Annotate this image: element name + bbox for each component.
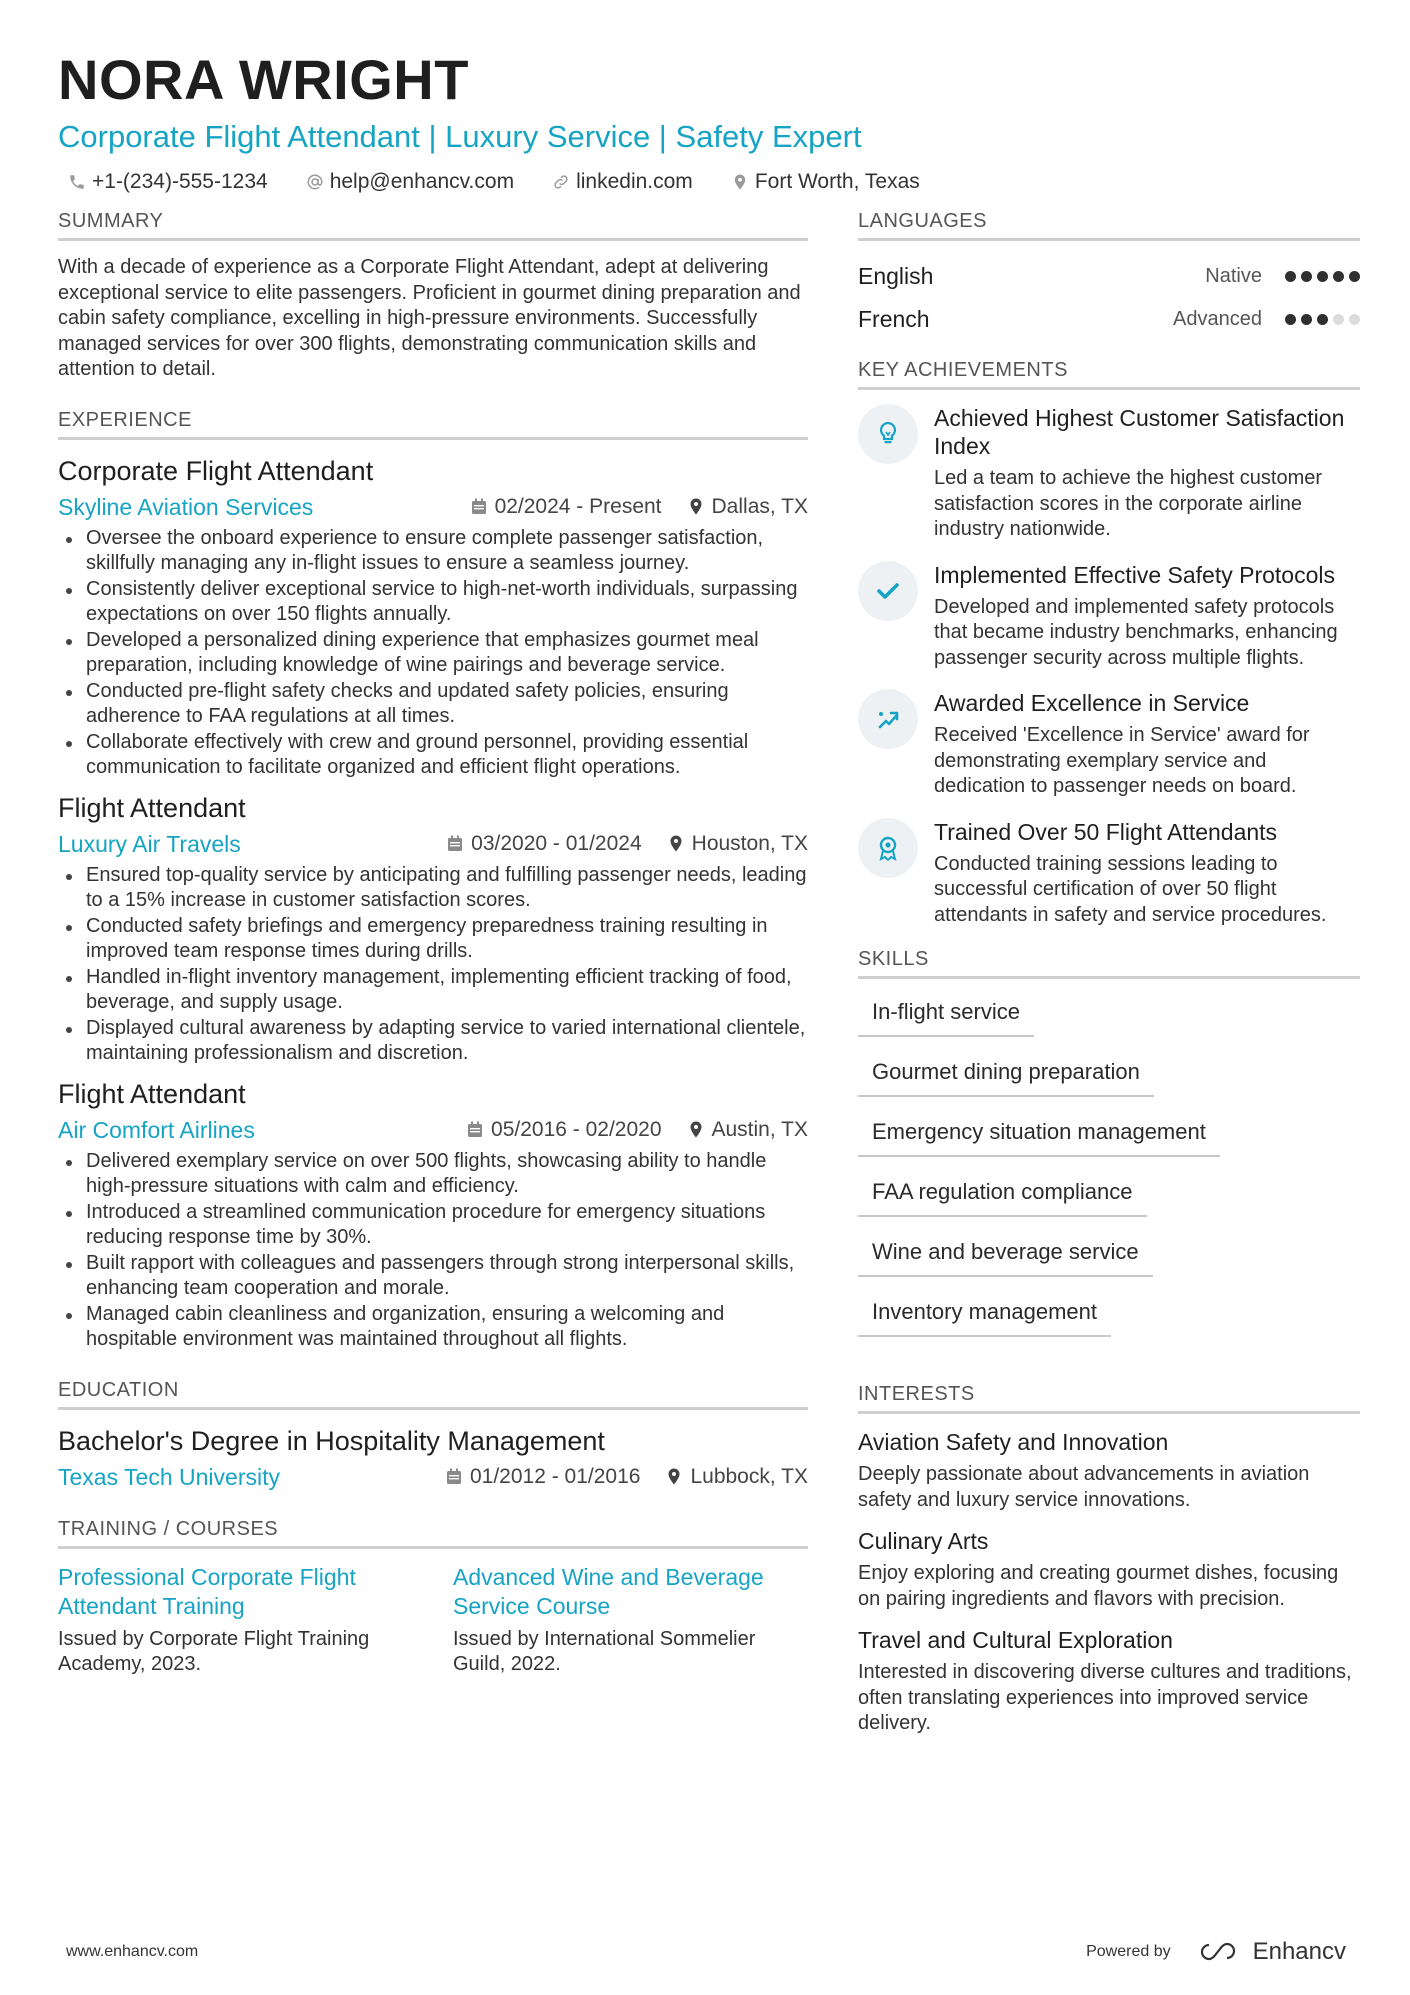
enhancv-logo-icon [1197, 1941, 1243, 1963]
experience-section [58, 409, 808, 1353]
interest-desc: Enjoy exploring and creating gourmet dishes, focusing on pairing ingredients and flavors with precision. [858, 1562, 1339, 1610]
phone-text: +1-(234)-555-1234 [92, 170, 268, 193]
contact-email[interactable] [306, 170, 514, 194]
achievement-title: Achieved Highest Customer Satisfaction Index [934, 405, 1345, 459]
course-item [453, 1563, 808, 1678]
job-dates [467, 1118, 661, 1142]
enhancv-logo[interactable] [1197, 1938, 1346, 1966]
course-desc: Issued by Corporate Flight Training Academy, 2023. [58, 1627, 370, 1675]
interest-desc: Interested in discovering diverse cultures and traditions, often translating experiences into improved service delivery. [858, 1661, 1352, 1734]
at-sign-icon [306, 173, 324, 191]
job-bullet: Displayed cultural awareness by adapting service to varied international clientele, maintaining professionalism and discretion. [58, 1016, 808, 1067]
location-text: Fort Worth, Texas [754, 170, 920, 193]
company-name: Air Comfort Airlines [58, 1116, 255, 1143]
section-title-achievements: KEY ACHIEVEMENTS [858, 359, 1360, 390]
contact-bar [58, 170, 1358, 194]
course-item [58, 1563, 413, 1678]
achievement-title: Implemented Effective Safety Protocols [934, 561, 1335, 588]
job-bullet: Collaborate effectively with crew and ground personnel, providing essential communication to facilitate organized and efficient flight operations. [58, 730, 808, 781]
job-bullet: Handled in-flight inventory management, implementing efficient tracking of food, beverage, and supply usage. [58, 965, 808, 1016]
proficiency-dot-empty [1349, 314, 1360, 325]
interest-title: Culinary Arts [858, 1528, 989, 1554]
section-title-skills: SKILLS [858, 948, 1360, 979]
education-dates-text: 01/2012 - 01/2016 [469, 1464, 641, 1488]
left-column [58, 210, 808, 1704]
job-bullets [58, 526, 808, 781]
education-section [58, 1379, 808, 1492]
resume-header [58, 48, 1358, 194]
proficiency-dot-filled [1349, 271, 1360, 282]
language-level: Advanced [1173, 308, 1262, 330]
calendar-icon [447, 835, 463, 852]
job-meta-right [441, 1118, 808, 1142]
course-list [58, 1563, 808, 1678]
language-proficiency [1205, 265, 1360, 288]
footer-branding [1086, 1938, 1346, 1966]
job-dates-text: 05/2016 - 02/2020 [491, 1117, 662, 1141]
section-title-interests: INTERESTS [858, 1383, 1360, 1414]
candidate-headline: Corporate Flight Attendant | Luxury Service | Safety Expert [58, 119, 862, 154]
job-meta-right [445, 495, 808, 519]
education-meta [58, 1462, 808, 1492]
achievements-section [858, 359, 1360, 928]
interest-desc: Deeply passionate about advancements in aviation safety and luxury service innovations. [858, 1463, 1310, 1511]
achievement-desc: Received 'Excellence in Service' award for demonstrating exemplary service and dedication to passenger needs on board. [934, 724, 1310, 797]
job-bullet: Oversee the onboard experience to ensure complete passenger satisfaction, skillfully managing any in-flight issues to ensure a seamless journey. [58, 526, 808, 577]
proficiency-dot-filled [1333, 271, 1344, 282]
job-entry [58, 791, 808, 1067]
summary-section [58, 210, 808, 383]
job-location [668, 832, 808, 856]
education-location-text: Lubbock, TX [690, 1464, 808, 1488]
skill-tag: Emergency situation management [858, 1113, 1220, 1157]
section-title-experience: EXPERIENCE [58, 409, 808, 440]
skill-tag: Wine and beverage service [858, 1233, 1153, 1277]
section-title-summary: SUMMARY [58, 210, 808, 241]
job-bullet: Conducted safety briefings and emergency preparedness training resulting in improved team response times during drills. [58, 914, 808, 965]
interest-item [858, 1527, 1360, 1612]
calendar-icon [471, 498, 487, 515]
languages-section [858, 210, 1360, 341]
growth-arrow-icon [858, 689, 918, 749]
job-location [688, 1118, 809, 1142]
job-entry [58, 454, 808, 781]
achievement-title: Awarded Excellence in Service [934, 690, 1250, 716]
proficiency-dot-filled [1317, 314, 1328, 325]
location-pin-icon [688, 1121, 704, 1138]
achievement-item [858, 561, 1360, 672]
company-name: Luxury Air Travels [58, 830, 241, 857]
interest-item [858, 1626, 1360, 1737]
interest-item [858, 1428, 1360, 1513]
job-bullet: Conducted pre-flight safety checks and updated safety policies, ensuring adherence to FAA regulations at all times. [58, 679, 808, 730]
job-meta-right [421, 832, 808, 856]
job-bullets [58, 863, 808, 1067]
job-bullet: Ensured top-quality service by anticipating and fulfilling passenger needs, leading to a 15% increase in customer satisfaction scores. [58, 863, 808, 914]
job-title: Corporate Flight Attendant [58, 455, 374, 486]
link-icon [552, 173, 570, 191]
interests-section [858, 1383, 1360, 1737]
candidate-name: NORA WRIGHT [58, 48, 469, 111]
education-meta-right [420, 1465, 808, 1489]
skill-list [858, 993, 1360, 1353]
achievement-body [934, 818, 1360, 929]
education-location [666, 1465, 808, 1489]
contact-phone[interactable] [68, 170, 268, 194]
skill-tag: FAA regulation compliance [858, 1173, 1147, 1217]
proficiency-dot-empty [1333, 314, 1344, 325]
job-location [688, 495, 808, 519]
language-row [858, 298, 1360, 341]
right-column [858, 210, 1360, 1763]
location-pin-icon [668, 835, 684, 852]
page-footer [66, 1938, 1346, 1966]
award-medal-icon [858, 818, 918, 878]
language-level: Native [1205, 265, 1262, 287]
section-title-education: EDUCATION [58, 1379, 808, 1410]
training-section [58, 1518, 808, 1678]
job-location-text: Austin, TX [711, 1117, 808, 1141]
achievement-desc: Led a team to achieve the highest customer satisfaction scores in the corporate airline industry nationwide. [934, 467, 1323, 540]
language-proficiency [1173, 308, 1360, 331]
section-title-languages: LANGUAGES [858, 210, 1360, 241]
proficiency-dot-filled [1285, 271, 1296, 282]
interest-title: Aviation Safety and Innovation [858, 1429, 1169, 1455]
lightbulb-icon [858, 404, 918, 464]
course-desc: Issued by International Sommelier Guild, 2022. [453, 1627, 756, 1675]
school-name: Texas Tech University [58, 1463, 280, 1490]
company-name: Skyline Aviation Services [58, 493, 314, 520]
achievement-body [934, 689, 1360, 800]
proficiency-dot-filled [1285, 314, 1296, 325]
location-pin-icon [731, 173, 749, 191]
job-bullet: Developed a personalized dining experience that emphasizes gourmet meal preparation, including knowledge of wine pairings and beverage service. [58, 628, 808, 679]
achievement-desc: Developed and implemented safety protocols that became industry benchmarks, enhancing passenger security across multiple flights. [934, 595, 1338, 669]
location-pin-icon [666, 1468, 682, 1485]
degree-title: Bachelor's Degree in Hospitality Management [58, 1425, 605, 1456]
skill-tag: Gourmet dining preparation [858, 1053, 1154, 1097]
job-dates-text: 03/2020 - 01/2024 [471, 831, 642, 855]
skill-tag: Inventory management [858, 1293, 1111, 1337]
contact-linkedin[interactable] [552, 170, 693, 194]
proficiency-dots [1280, 271, 1360, 282]
section-title-training: TRAINING / COURSES [58, 1518, 808, 1549]
job-title: Flight Attendant [58, 792, 246, 823]
job-entry [58, 1077, 808, 1353]
calendar-icon [467, 1121, 483, 1138]
enhancv-brand-name: Enhancv [1252, 1938, 1346, 1965]
job-location-text: Houston, TX [691, 831, 808, 855]
job-title: Flight Attendant [58, 1078, 246, 1109]
proficiency-dot-filled [1301, 271, 1312, 282]
email-text: help@enhancv.com [329, 170, 515, 193]
achievement-item [858, 818, 1360, 929]
job-meta [58, 829, 808, 859]
phone-icon [68, 173, 86, 191]
linkedin-text: linkedin.com [576, 170, 693, 193]
skills-section [858, 948, 1360, 1353]
course-title: Professional Corporate Flight Attendant Training [58, 1563, 356, 1619]
summary-text: With a decade of experience as a Corporate Flight Attendant, adept at delivering exceptional service to elite passengers. Proficient in gourmet dining preparation and cabin safety compliance, excelling in high-pressure environments. Successfully managed services for over 300 flights, demonstrating communication skills and attention to detail. [58, 256, 801, 380]
language-name: French [858, 306, 930, 332]
education-dates [446, 1465, 640, 1489]
achievement-desc: Conducted training sessions leading to successful certification of over 50 flight attendants in safety and service procedures. [934, 852, 1327, 926]
achievement-body [934, 404, 1360, 543]
job-bullet: Consistently deliver exceptional service to high-net-worth individuals, surpassing expectations on over 150 flights annually. [58, 577, 808, 628]
achievement-item [858, 689, 1360, 800]
job-bullets [58, 1149, 808, 1353]
proficiency-dots [1280, 314, 1360, 325]
job-dates-text: 02/2024 - Present [494, 494, 662, 518]
proficiency-dot-filled [1301, 314, 1312, 325]
job-meta [58, 1115, 808, 1145]
powered-by-label: Powered by [1086, 1943, 1171, 1960]
footer-website-link[interactable]: www.enhancv.com [66, 1943, 199, 1960]
job-bullet: Built rapport with colleagues and passengers through strong interpersonal skills, enhancing team cooperation and morale. [58, 1251, 808, 1302]
job-dates [471, 495, 662, 519]
checkmark-icon [858, 561, 918, 621]
proficiency-dot-filled [1317, 271, 1328, 282]
language-name: English [858, 263, 934, 289]
job-bullet: Managed cabin cleanliness and organization, ensuring a welcoming and hospitable environment was maintained throughout all flights. [58, 1302, 808, 1353]
job-dates [447, 832, 641, 856]
skill-tag: In-flight service [858, 993, 1034, 1037]
job-bullet: Introduced a streamlined communication procedure for emergency situations reducing response time by 30%. [58, 1200, 808, 1251]
job-meta [58, 492, 808, 522]
interest-title: Travel and Cultural Exploration [858, 1627, 1173, 1653]
course-title: Advanced Wine and Beverage Service Course [453, 1563, 764, 1619]
achievement-body [934, 561, 1360, 672]
achievement-title: Trained Over 50 Flight Attendants [934, 818, 1278, 845]
achievement-item [858, 404, 1360, 543]
calendar-icon [446, 1468, 462, 1485]
language-row [858, 255, 1360, 298]
job-location-text: Dallas, TX [711, 494, 808, 518]
contact-location [731, 170, 920, 194]
location-pin-icon [688, 498, 704, 515]
job-bullet: Delivered exemplary service on over 500 flights, showcasing ability to handle high-pressure situations with calm and efficiency. [58, 1149, 808, 1200]
